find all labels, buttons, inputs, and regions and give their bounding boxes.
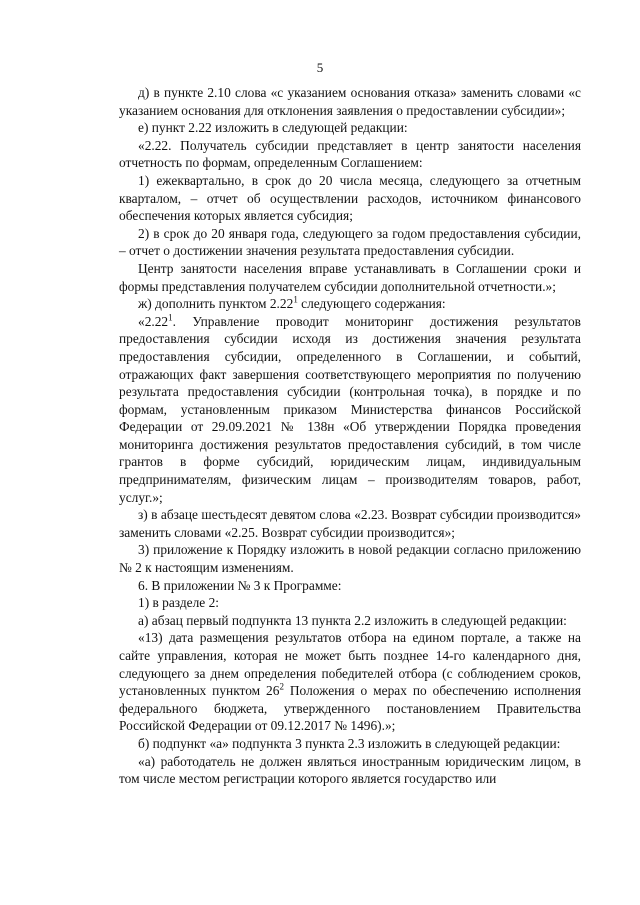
paragraph [119, 629, 581, 735]
paragraph [119, 225, 581, 260]
paragraph-text-after: следующего содержания: [297, 296, 446, 312]
paragraph [119, 119, 581, 137]
superscript: 1 [293, 294, 298, 305]
paragraph-text: з) в абзаце шестьдесят девятом слова «2.23. Возврат субсидии производится» заменить словами «2.25. Возврат субсидии производится»; [119, 507, 581, 540]
paragraph-text: 3) приложение к Порядку изложить в новой редакции согласно приложению № 2 к настоящим изменениям. [119, 542, 581, 576]
paragraph [119, 594, 581, 612]
paragraph [119, 172, 581, 225]
paragraph-text-after: . Управление проводит мониторинг достижения результатов предоставления субсидии исходя из достижения значения результата предоставления субсидии, определенного в Соглашении, и событий, отражающих факт завершения соответствующего мероприятия по получению результата предоставления субсидии (контрольная точка), в порядке и по формам, установленным приказом Министерства финансов Российской Федерации от 29.09.2021 № 138н «Об утверждении Порядка проведения мониторинга достижения результатов предоставления субсидий, в том числе грантов в форме субсидий, юридическим лицам, индивидуальным предпринимателям, физическим лицам – производителям товаров, работ, услуг.»; [119, 313, 581, 505]
paragraph-text: 6. В приложении № 3 к Программе: [138, 577, 342, 593]
document-body [119, 84, 581, 788]
paragraph [119, 295, 581, 313]
paragraph [119, 506, 581, 541]
paragraph-text: «2.22 [138, 313, 169, 329]
paragraph [119, 541, 581, 576]
paragraph-text: ж) дополнить пунктом 2.22 [138, 296, 294, 312]
paragraph [119, 137, 581, 172]
paragraph-text: д) в пункте 2.10 слова «с указанием основания отказа» заменить словами «с указанием основания для отклонения заявления о предоставлении субсидии»; [119, 85, 581, 118]
paragraph-text: «2.22. Получатель субсидии представляет в центр занятости населения отчетность по формам, определенным Соглашением: [119, 137, 581, 171]
paragraph-text: «а) работодатель не должен являться иностранным юридическим лицом, в том числе местом регистрации которого является государство или [119, 753, 581, 787]
paragraph-text: 1) ежеквартально, в срок до 20 числа месяца, следующего за отчетным кварталом, – отчет об осуществлении расходов, источником финансового обеспечения которых является субсидия; [119, 172, 581, 224]
paragraph [119, 612, 581, 630]
paragraph-text: е) пункт 2.22 изложить в следующей редакции: [138, 120, 408, 136]
paragraph-text-after: Положения о мерах по обеспечению исполнения федерального бюджета, утвержденного постановлением Правительства Российской Федерации от 09.12.2017 № 1496).»; [119, 683, 581, 734]
superscript: 1 [168, 312, 173, 323]
superscript: 2 [279, 681, 284, 692]
paragraph-text: а) абзац первый подпункта 13 пункта 2.2 изложить в следующей редакции: [138, 612, 567, 628]
paragraph [119, 260, 581, 295]
paragraph-text: 2) в срок до 20 января года, следующего за годом предоставления субсидии, – отчет о достижении значения результата предоставления субсидии. [119, 225, 581, 259]
paragraph [119, 735, 581, 753]
paragraph-text: 1) в разделе 2: [138, 595, 220, 611]
paragraph [119, 84, 581, 119]
page-number: 5 [316, 60, 324, 75]
paragraph-text: б) подпункт «а» подпункта 3 пункта 2.3 изложить в следующей редакции: [138, 735, 561, 751]
paragraph [119, 753, 581, 788]
paragraph-text: Центр занятости населения вправе устанавливать в Соглашении сроки и формы представления получателем субсидии дополнительной отчетности.»; [119, 260, 581, 294]
paragraph [119, 577, 581, 595]
paragraph-text: «13) дата размещения результатов отбора на едином портале, а также на сайте управления, которая не может быть позднее 14-го календарного дня, следующего за днем определения победителей отбора (с соблюдением сроков, установленных пунктом 26 [119, 630, 581, 699]
paragraph [119, 313, 581, 507]
